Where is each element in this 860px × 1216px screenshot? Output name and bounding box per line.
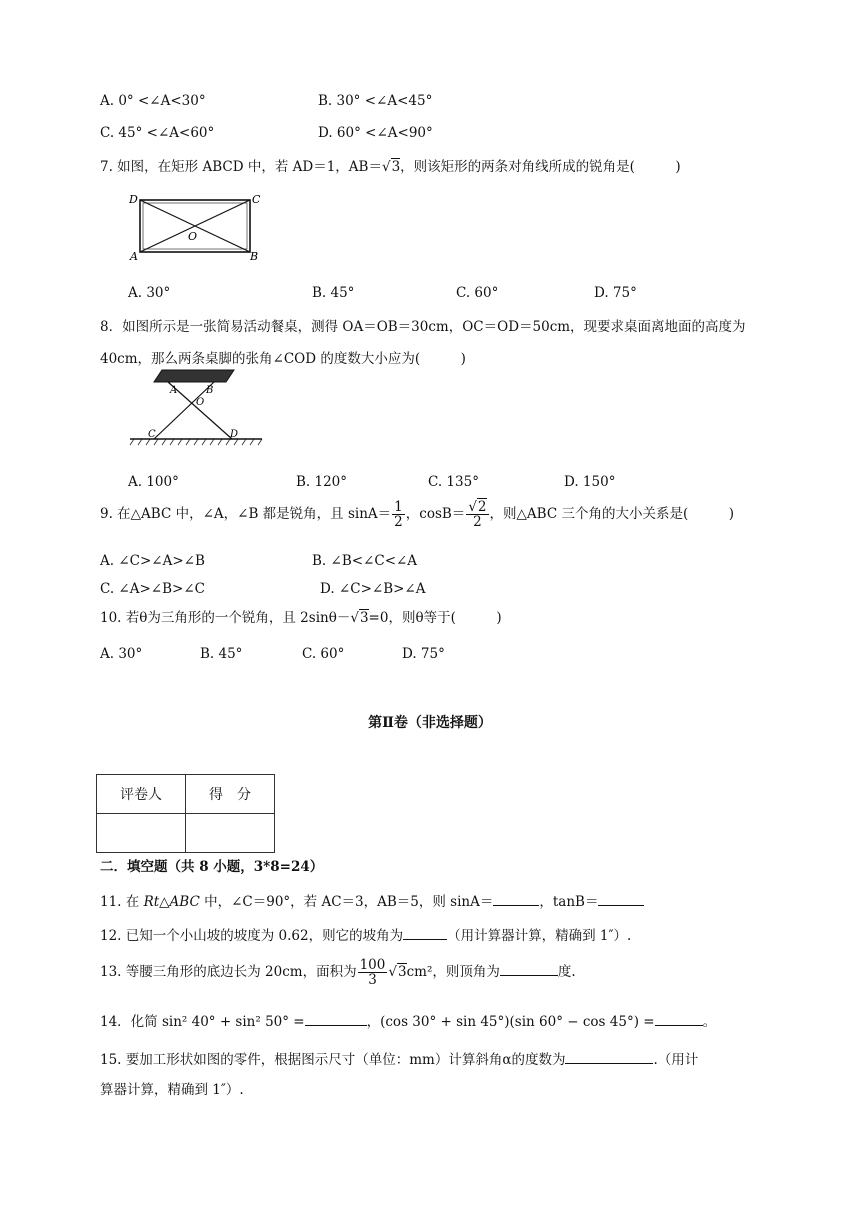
score-table [96, 774, 275, 853]
score-table-grader-header: 评卷人 [97, 775, 186, 814]
q9-option-d: D. ∠C>∠B>∠A [320, 581, 426, 597]
q8-label-b: B [206, 385, 214, 396]
q14-answer-blank-1[interactable] [305, 1011, 367, 1026]
q8-option-a: A. 100° [128, 474, 179, 490]
score-table-score-cell[interactable] [186, 814, 275, 853]
q6-option-d: D. 60° <∠A<90° [318, 125, 433, 141]
part2-heading: 第Ⅱ卷（非选择题） [368, 715, 492, 731]
q7-label-c: C [252, 193, 261, 206]
q8-label-c: C [148, 429, 156, 440]
q10-option-c: C. 60° [302, 646, 345, 662]
q8-option-d: D. 150° [564, 474, 616, 490]
q9-stem: 9. 在△ABC 中，∠A，∠B 都是锐角，且 sinA＝ $\frac{1}{2}$ ，cosB＝ $\frac{√2}{2}$ ，则△ABC 三个角的大小关系是( ) [100, 499, 734, 530]
q15-answer-blank[interactable] [565, 1049, 653, 1064]
q7-option-d: D. 75° [594, 285, 637, 301]
q6-option-c: C. 45° <∠A<60° [100, 125, 215, 141]
q14-stem: 14．化简 sin² 40° + sin² 50° = ，(cos 30° + sin 45°)(sin 60° − cos 45°) = 。 [100, 1011, 716, 1031]
q10-option-a: A. 30° [100, 646, 143, 662]
q8-option-b: B. 120° [296, 474, 348, 490]
q10-option-d: D. 75° [402, 646, 445, 662]
q9-option-a: A. ∠C>∠A>∠B [100, 553, 205, 569]
q7-label-o: O [188, 230, 198, 243]
q12-answer-blank[interactable] [403, 925, 447, 940]
q7-option-b: B. 45° [312, 285, 355, 301]
q13-fraction: $\frac{100}{3}$ [359, 957, 386, 988]
q7-label-b: B [250, 250, 259, 263]
q8-label-o: O [196, 397, 205, 408]
q7-stem: 7. 如图，在矩形 ABCD 中，若 AD＝1，AB＝√3，则该矩形的两条对角线所成的锐角是( ) [100, 159, 681, 175]
q15-stem-line1: 15. 要加工形状如图的零件，根据图示尺寸（单位：mm）计算斜角α的度数为 .（用计 [100, 1049, 698, 1069]
q8-stem-line1: 8．如图所示是一张简易活动餐桌，测得 OA＝OB＝30cm，OC＝OD＝50cm，现要求桌面离地面的高度为 [100, 319, 746, 335]
q7-rectangle-figure [126, 190, 266, 265]
q13-answer-blank[interactable] [500, 961, 558, 976]
q9-option-b: B. ∠B<∠C<∠A [312, 553, 418, 569]
q9-option-c: C. ∠A>∠B>∠C [100, 581, 205, 597]
q9-fraction-sinA: $\frac{1}{2}$ [394, 499, 403, 530]
q10-stem: 10. 若θ为三角形的一个锐角，且 2sinθ－√3=0，则θ等于( ) [100, 610, 502, 626]
q14-answer-blank-2[interactable] [655, 1011, 703, 1026]
q12-stem: 12. 已知一个小山坡的坡度为 0.62，则它的坡角为 （用计算器计算，精确到 1″）. [100, 925, 631, 945]
q7-option-c: C. 60° [456, 285, 499, 301]
q11-answer-blank-tanB[interactable] [598, 891, 644, 906]
q15-stem-line2: 算器计算，精确到 1″）. [100, 1082, 244, 1098]
q9-fraction-cosB: $\frac{√2}{2}$ [468, 499, 487, 530]
q8-label-a: A [170, 385, 178, 396]
q10-sqrt-radicand: 3 [359, 610, 369, 626]
section2-title: 二．填空题（共 8 小题，3*8=24） [100, 859, 324, 875]
q8-table-figure [126, 355, 266, 450]
q13-stem: 13. 等腰三角形的底边长为 20cm，面积为 $\frac{100}{3}$ √3cm²，则顶角为 度. [100, 957, 576, 988]
q8-option-c: C. 135° [428, 474, 479, 490]
q7-label-d: D [129, 193, 138, 206]
q6-option-b: B. 30° <∠A<45° [318, 93, 433, 109]
q10-option-b: B. 45° [200, 646, 243, 662]
q7-label-a: A [130, 250, 138, 263]
q7-option-a: A. 30° [128, 285, 171, 301]
score-table-grader-cell[interactable] [97, 814, 186, 853]
q7-sqrt-radicand: 3 [391, 159, 401, 175]
q8-label-d: D [230, 429, 239, 440]
q8-stem-line2: 40cm，那么两条桌脚的张角∠COD 的度数大小应为( ) [100, 351, 466, 367]
q11-answer-blank-sinA[interactable] [493, 891, 539, 906]
q6-option-a: A. 0° <∠A<30° [100, 93, 206, 109]
q11-stem: 11. 在 Rt△ABC 中，∠C＝90°，若 AC＝3，AB＝5，则 sinA＝ ，tanB＝ [100, 891, 644, 911]
score-table-score-header: 得 分 [186, 775, 275, 814]
